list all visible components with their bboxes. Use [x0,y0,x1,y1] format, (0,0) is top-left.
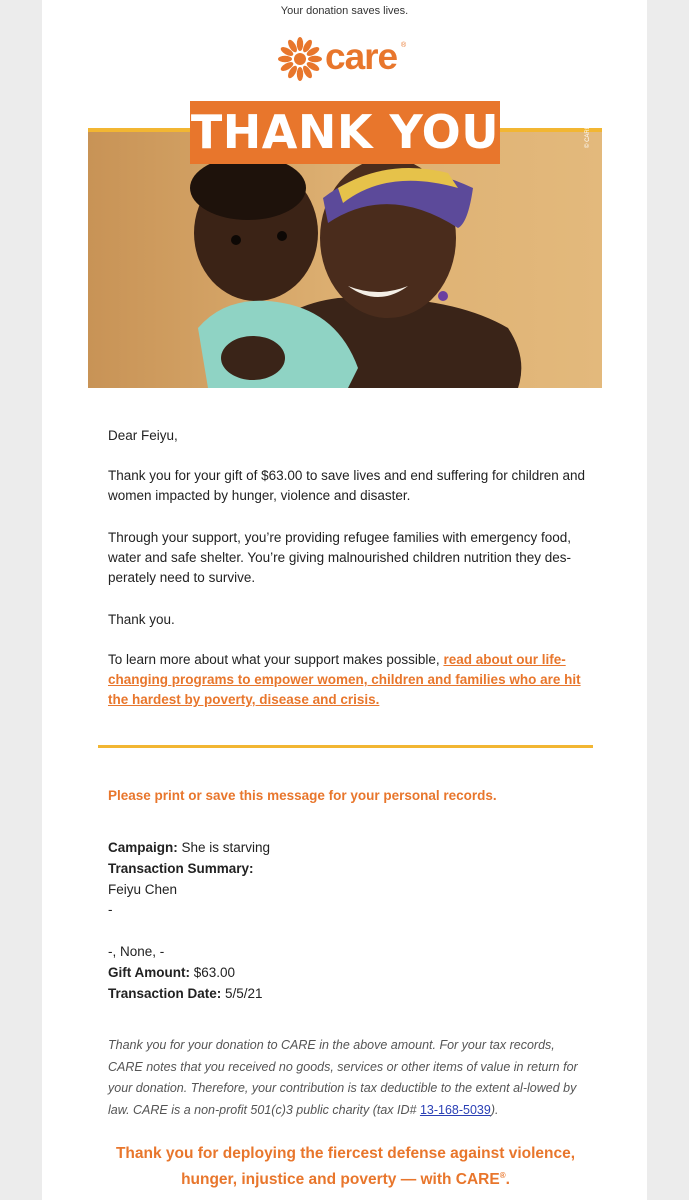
letter-paragraph-4 [108,650,588,710]
closing-registered-mark: ® [499,1171,506,1180]
logo-registered-mark: ® [401,42,407,49]
address-line-1: - [108,902,113,918]
transaction-date-value: 5/5/21 [221,985,263,1001]
section-divider [98,745,593,748]
letter-paragraph-2: Through your support, you’re providing refugee families with emergency food, water and safe shelter. You’re giving malnourished children nutrition they des-perately need to survive. [108,530,572,585]
gift-amount-label: Gift Amount: [108,964,190,980]
mother-and-baby-photo-icon [88,128,602,388]
letter-paragraph-1: Thank you for your gift of $63.00 to save lives and end suffering for children and women impacted by hunger, violence and disaster. [108,468,586,503]
transaction-date-row [108,984,270,1005]
care-burst-icon [277,36,323,82]
tax-disclaimer [108,1035,588,1121]
photo-credit: © CARE [585,125,591,148]
tax-disclaimer-end: ). [490,1102,499,1117]
gift-amount-value: $63.00 [189,964,236,980]
tagline: Your donation saves lives. [280,5,409,17]
care-logo[interactable] [277,36,417,82]
greeting: Dear Feiyu, [108,428,178,443]
campaign-row [108,838,270,859]
hero-photo [88,128,602,388]
letter-paragraph-3: Thank you. [108,612,175,627]
campaign-value: She is starving [177,840,271,855]
closing-text: Thank you for deploying the fiercest defense against violence, hunger, injustice and poverty — with CARE [115,1145,576,1189]
thank-you-banner: THANK YOU [190,101,500,164]
logo-wordmark: care [325,36,398,77]
closing-period: . [505,1171,510,1189]
address-line-2: -, None, - [108,943,165,959]
donor-name: Feiyu Chen [108,881,178,897]
closing-message [108,1143,583,1191]
print-records-note: Please print or save this message for your personal records. [108,788,497,803]
email-page [42,0,647,1200]
gift-amount-row [108,963,270,984]
tax-disclaimer-text: Thank you for your donation to CARE in the above amount. For your tax records, CARE notes that you received no goods, services or other items of value in return for your donation. Therefore, your contribution is tax deductible to the extent al-lowed by law. CARE is a non-profit 501(c)3 public charity (tax ID# [108,1038,578,1117]
tax-id-link[interactable]: 13-168-5039 [419,1102,491,1117]
transaction-summary [108,838,270,1004]
programs-link[interactable]: read about our life-changing programs to empower women, children and families who are hit the hardest by poverty, disease and crisis. [108,652,581,707]
summary-label-row [108,859,270,880]
campaign-label: Campaign: [108,840,178,855]
summary-label: Transaction Summary: [108,860,254,876]
transaction-date-label: Transaction Date: [108,985,222,1001]
spacer [108,921,270,942]
learn-more-text: To learn more about what your support makes possible, [108,652,444,667]
